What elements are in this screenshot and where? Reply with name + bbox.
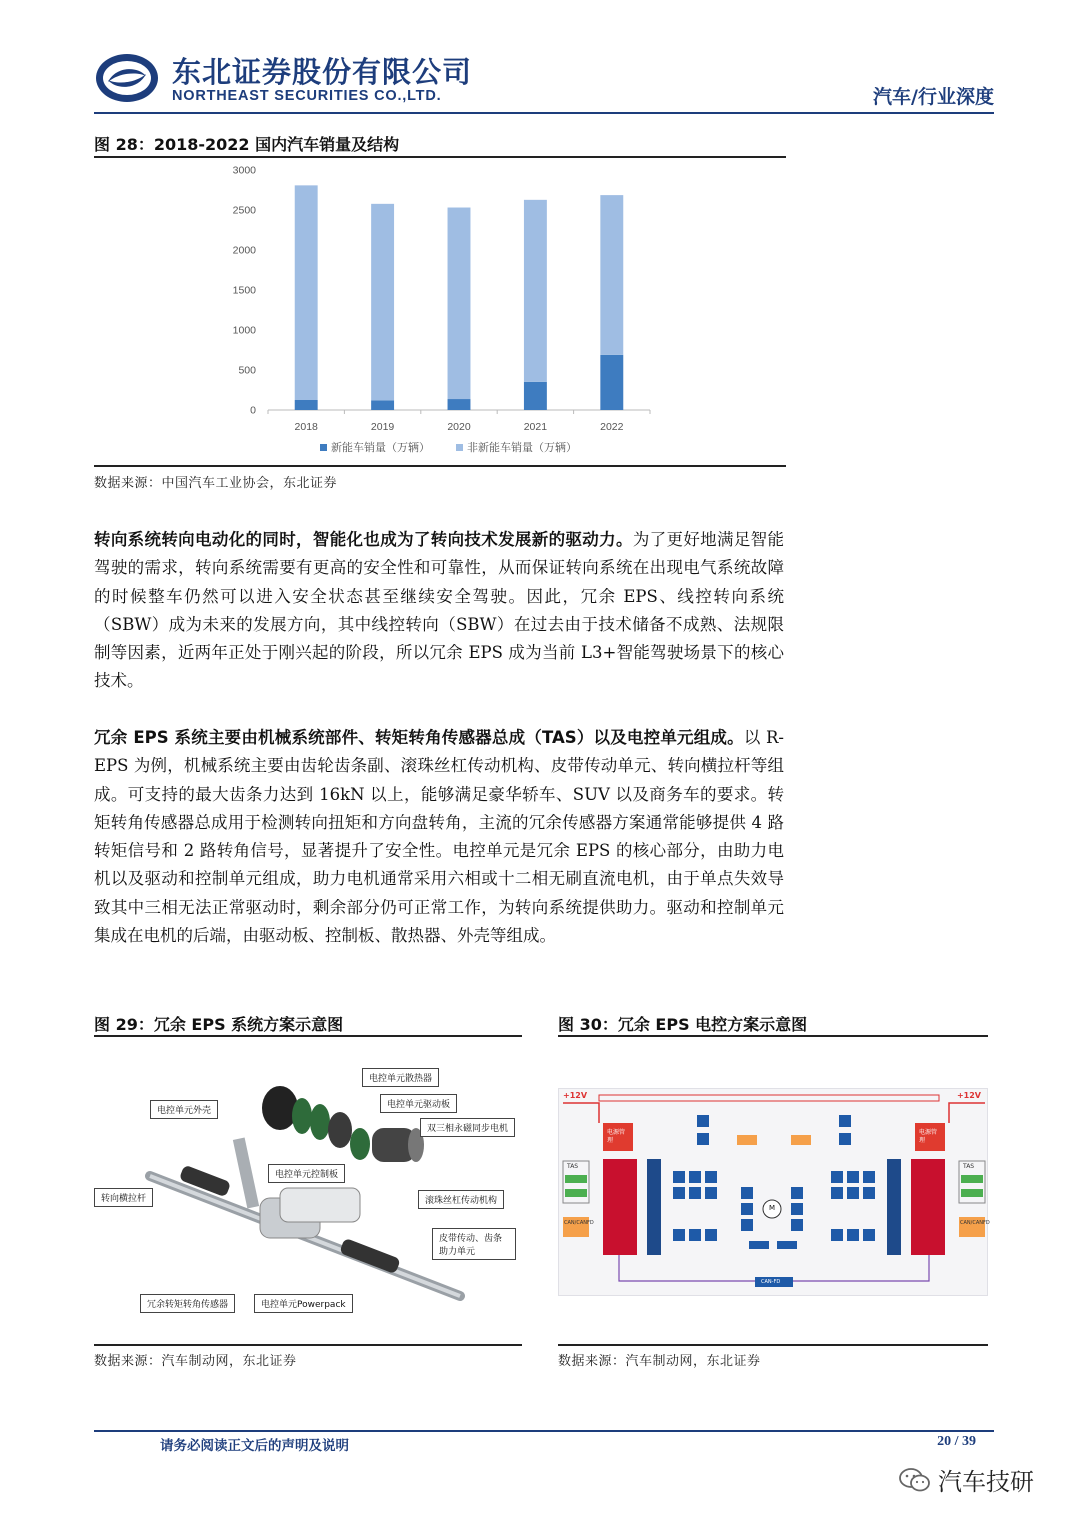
redundant-eps-system-diagram (101, 1048, 509, 1328)
label-tas-left: TAS (567, 1163, 579, 1170)
paragraph-2-lead: 冗余 EPS 系统主要由机械系统部件、转矩转角传感器总成（TAS）以及电控单元组成。 (94, 728, 744, 747)
bar-nev-2019 (371, 400, 394, 410)
bar-nev-2018 (295, 400, 318, 410)
bar-non-nev-2022 (600, 195, 623, 355)
legend-swatch (456, 444, 463, 451)
company-name-cn: 东北证券股份有限公司 (172, 55, 473, 89)
label-tas-right: TAS (963, 1163, 975, 1170)
label-ecu-drive-board: 电控单元驱动板 (380, 1094, 457, 1113)
label-ball-screw: 滚珠丝杠传动机构 (418, 1190, 504, 1209)
label-belt-drive-unit: 皮带传动、齿条助力单元 (432, 1228, 516, 1260)
legend-label: 非新能车销量（万辆） (467, 441, 577, 454)
sales-stacked-bar-chart (210, 160, 670, 460)
paragraph-1-body: 为了更好地满足智能驾驶的需求，转向系统需要有更高的安全性和可靠性，从而保证转向系统在出现电气系统故障的时候整车仍然可以进入安全状态甚至继续安全驾驶。因此，冗余 EPS、线控转向系统（SBW）成为未来的发展方向，其中线控转向（SBW）在过去由于技术储备不成熟、法规限制等因素，近两年正处于刚兴起的阶段，所以冗余 EPS 成为当前 L3+智能驾驶场景下的核心技术。 (94, 530, 785, 691)
bar-non-nev-2019 (371, 204, 394, 400)
figure-28-title: 图 28：2018-2022 国内汽车销量及结构 (94, 135, 400, 154)
bar-nev-2021 (524, 382, 547, 410)
bar-non-nev-2021 (524, 200, 547, 382)
legend-label: 新能车销量（万辆） (331, 441, 430, 454)
bar-non-nev-2018 (295, 185, 318, 400)
figure-28-source: 数据来源：中国汽车工业协会，东北证券 (94, 476, 338, 491)
y-tick-label: 1500 (232, 284, 256, 297)
paragraph-steering-intelligence (94, 526, 784, 696)
label-12v-right: +12V (956, 1091, 981, 1100)
label-can-left: CAN/CANFD (564, 1220, 594, 1226)
company-name-en: NORTHEAST SECURITIES CO.,LTD. (172, 88, 442, 104)
x-tick-label: 2018 (294, 421, 318, 433)
bar-nev-2022 (600, 355, 623, 410)
x-tick-label: 2021 (523, 421, 548, 433)
footer-divider (94, 1430, 994, 1432)
label-ecu-control-board: 电控单元控制板 (268, 1164, 345, 1183)
paragraph-2-body: 以 R-EPS 为例，机械系统主要由齿轮齿条副、滚珠丝杠传动机构、皮带传动单元、转向横拉杆等组成。可支持的最大齿条力达到 16kN 以上，能够满足豪华轿车、SUV 以及商务车的要求。转矩转角传感器总成用于检测转向扭矩和方向盘转角，主流的冗余传感器方案通常能够提供 4 路转矩信号和 2 路转角信号，显著提升了安全性。电控单元是冗余 EPS 的核心部分，由助力电机以及驱动和控制单元组成，助力电机通常采用六相或十二相无刷直流电机，由于单点失效导致其中三相无法正常驱动时，剩余部分仍可正常工作，为转向系统提供助力。驱动和控制单元集成在电机的后端，由驱动板、控制板、散热器、外壳等组成。 (94, 728, 784, 946)
figure-28-top-rule (94, 156, 786, 158)
y-tick-label: 500 (238, 364, 256, 377)
figure-28-bottom-rule (94, 465, 786, 467)
figure-29-top-rule (94, 1035, 522, 1037)
bar-nev-2020 (448, 399, 471, 410)
wechat-watermark (898, 1462, 1034, 1497)
x-tick-label: 2019 (370, 421, 395, 433)
ecu-block-diagram (559, 1089, 989, 1297)
figure-29-bottom-rule (94, 1344, 522, 1346)
bar-non-nev-2020 (448, 208, 471, 400)
figure-30-title: 图 30：冗余 EPS 电控方案示意图 (558, 1015, 808, 1034)
label-motor: M (769, 1204, 776, 1212)
page-number: 20 / 39 (937, 1434, 976, 1449)
paragraph-redundant-eps (94, 724, 784, 950)
paragraph-1-lead: 转向系统转向电动化的同时，智能化也成为了转向技术发展新的驱动力。 (94, 530, 633, 549)
label-redundant-torque-angle-sensor: 冗余转矩转角传感器 (140, 1294, 235, 1313)
y-tick-label: 3000 (232, 164, 256, 177)
label-12v-left: +12V (563, 1091, 588, 1100)
label-dual-three-phase-motor: 双三相永磁同步电机 (420, 1118, 515, 1137)
label-tie-rod: 转向横拉杆 (94, 1188, 153, 1207)
y-tick-label: 1000 (232, 324, 256, 337)
y-tick-label: 2500 (232, 204, 256, 217)
legend-swatch (320, 444, 327, 451)
watermark-text: 汽车技研 (938, 1468, 1034, 1496)
label-ecu-housing: 电控单元外壳 (150, 1100, 218, 1119)
label-can-right: CAN/CANFD (960, 1220, 990, 1226)
label-power-mgmt-left: 电源管理 (607, 1129, 626, 1144)
eps-assembly-illustration (140, 1048, 480, 1328)
x-tick-label: 2020 (447, 421, 471, 433)
figure-29-source: 数据来源：汽车制动网，东北证券 (94, 1354, 297, 1369)
header-divider (94, 112, 994, 114)
figure-29-title: 图 29：冗余 EPS 系统方案示意图 (94, 1015, 344, 1034)
label-ecu-heatsink: 电控单元散热器 (362, 1068, 439, 1087)
company-logo (94, 52, 160, 104)
wechat-icon (898, 1466, 932, 1494)
label-power-mgmt-right: 电源管理 (919, 1129, 938, 1144)
x-tick-label: 2022 (600, 421, 624, 433)
y-tick-label: 2000 (232, 244, 256, 257)
label-can-fd: CAN-FD (761, 1279, 781, 1285)
report-section: 汽车/行业深度 (873, 86, 994, 108)
figure-30-bottom-rule (558, 1344, 988, 1346)
y-tick-label: 0 (250, 404, 256, 417)
figure-30-source: 数据来源：汽车制动网，东北证券 (558, 1354, 761, 1369)
redundant-eps-ecu-diagram (558, 1088, 988, 1296)
label-ecu-powerpack: 电控单元Powerpack (254, 1294, 353, 1313)
figure-30-top-rule (558, 1035, 988, 1037)
disclaimer-note: 请务必阅读正文后的声明及说明 (160, 1438, 349, 1454)
